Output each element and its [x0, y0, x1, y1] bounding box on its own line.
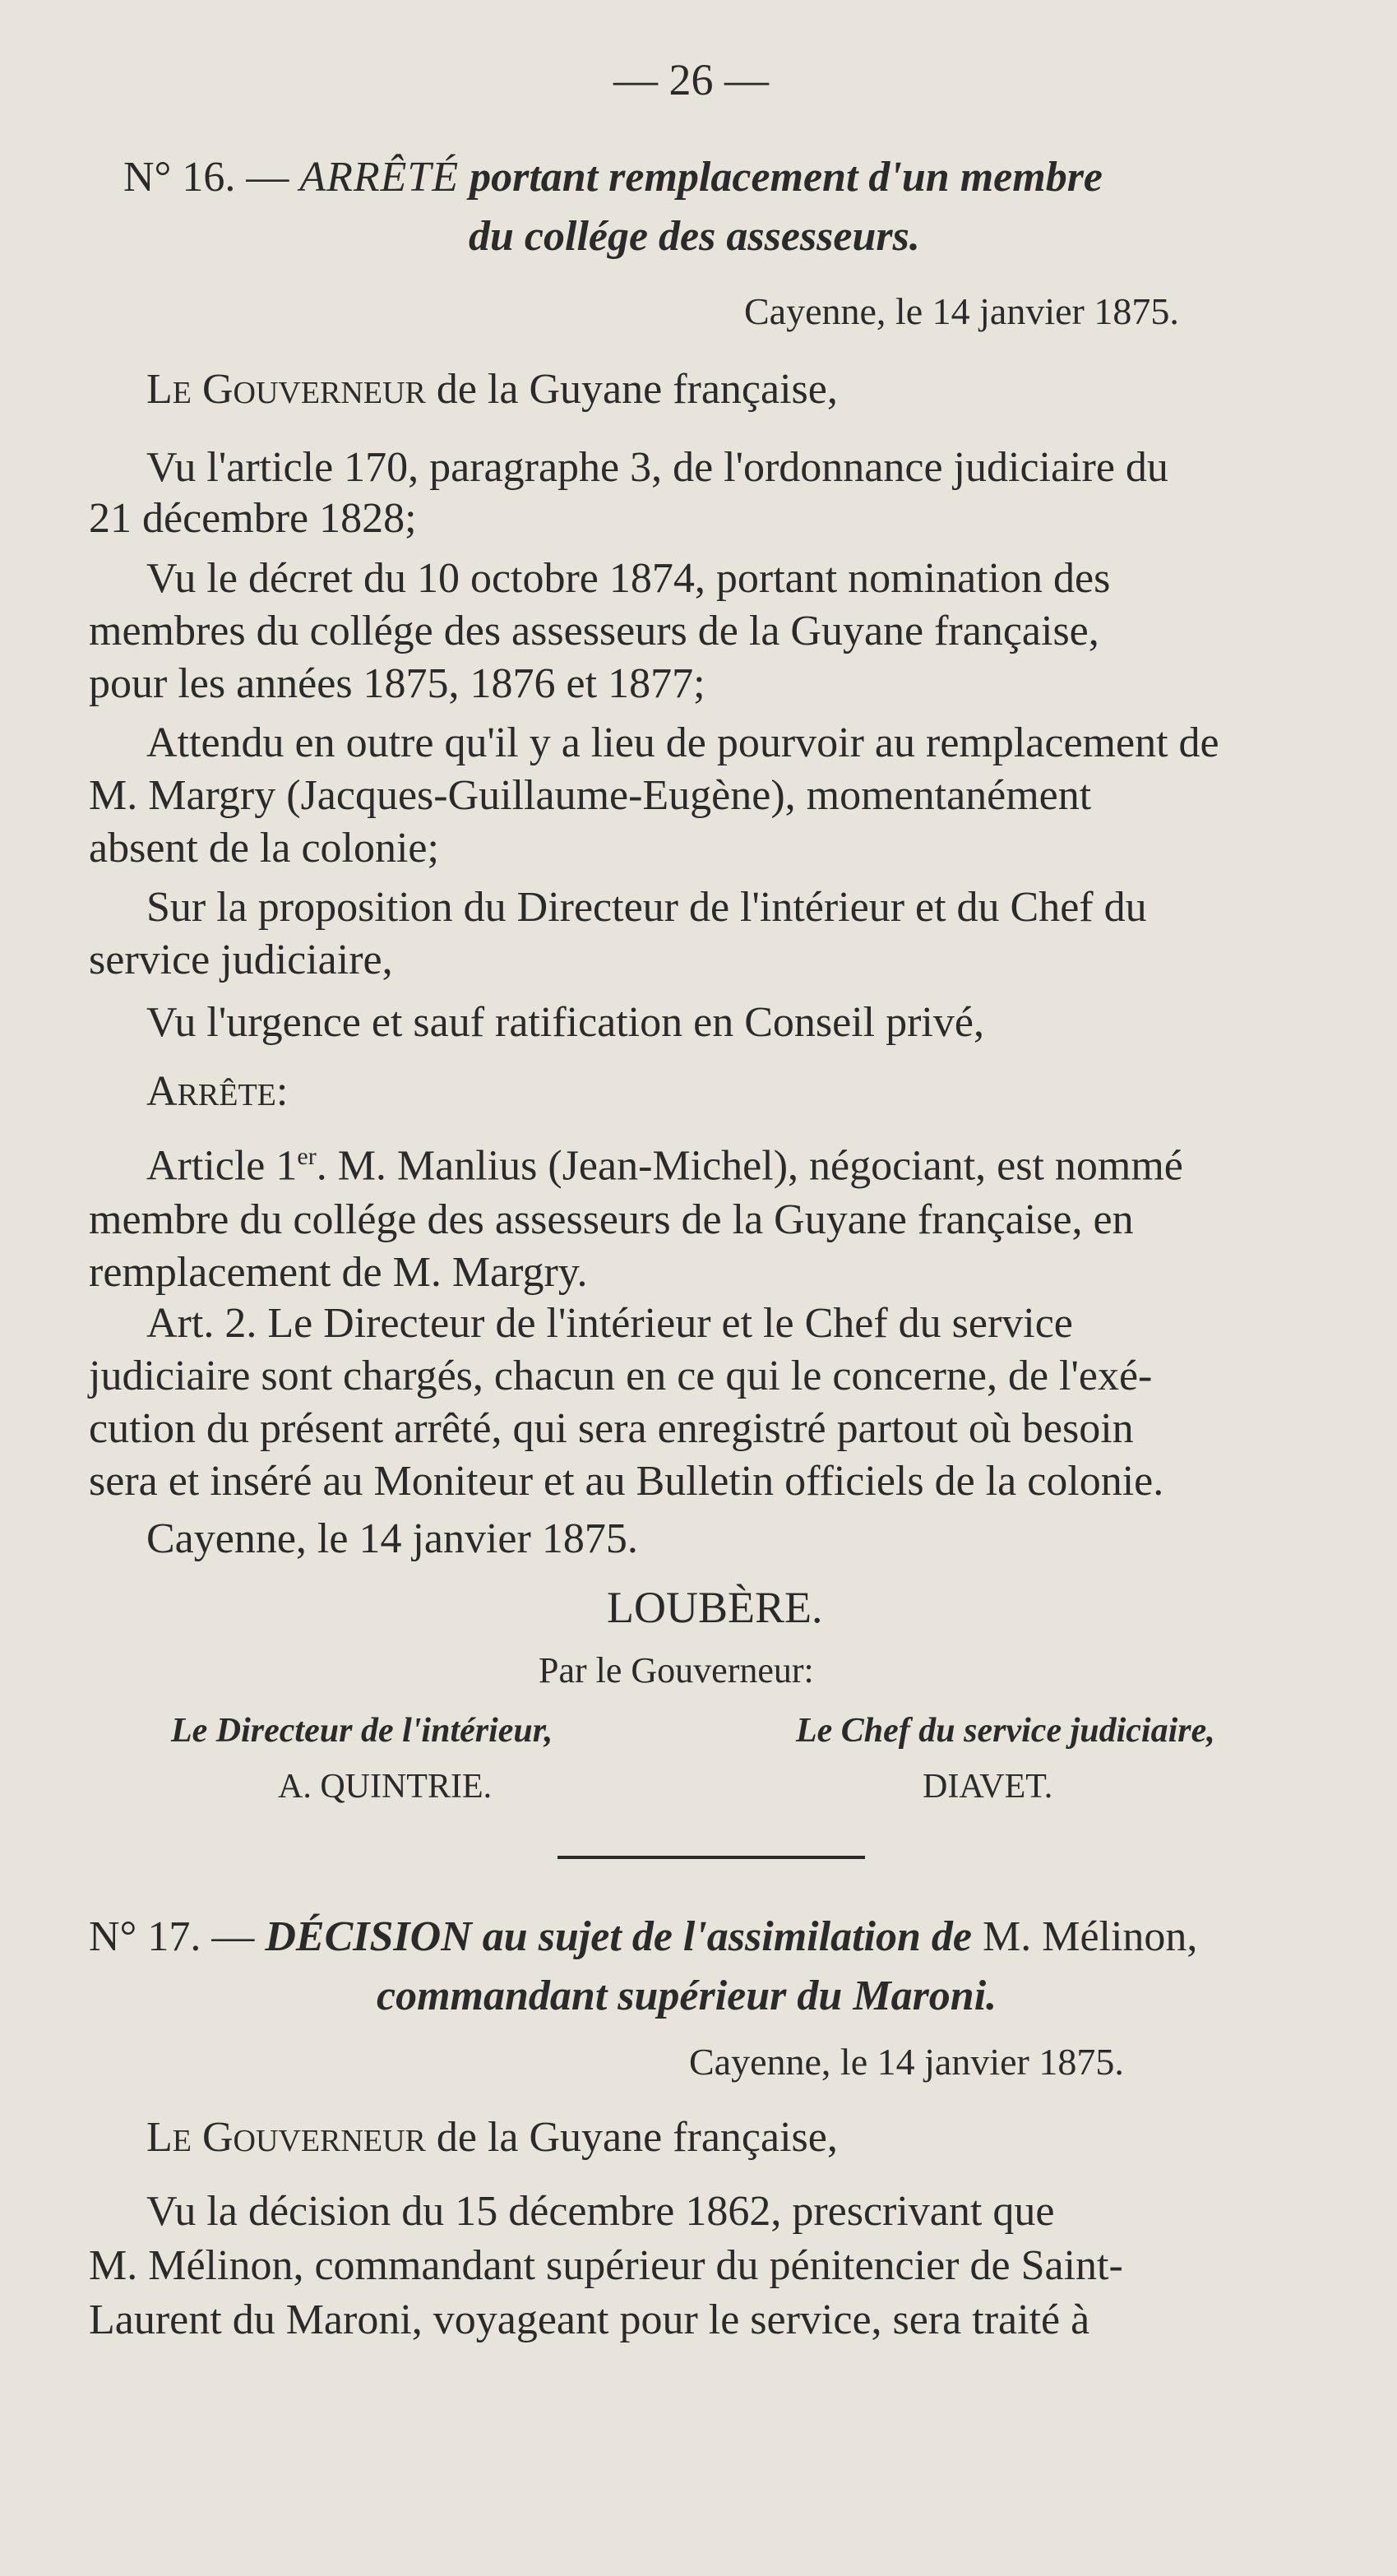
- act17-para1-line3: Laurent du Maroni, voyageant pour le service, sera traité à: [89, 2296, 1090, 2343]
- act16-article2-line2: judiciaire sont chargés, chacun en ce qui le concerne, de l'exé-: [89, 1353, 1153, 1399]
- act16-para1-line1: Vu l'article 170, paragraphe 3, de l'ordonnance judiciaire du: [146, 444, 1168, 491]
- act16-left-title: Le Directeur de l'intérieur,: [171, 1712, 553, 1750]
- act17-heading-type: DÉCISION: [265, 1913, 472, 1960]
- act16-para3-line2: M. Margry (Jacques-Guillaume-Eugène), momentanément: [89, 772, 1092, 819]
- act16-article1-line1: Article 1er. M. Manlius (Jean-Michel), négociant, est nommé: [146, 1142, 1183, 1190]
- act17-para1-line2: M. Mélinon, commandant supérieur du pénitencier de Saint-: [89, 2242, 1123, 2289]
- act17-number: N° 17. —: [89, 1913, 255, 1960]
- act16-para3-line1: Attendu en outre qu'il y a lieu de pourvoir au remplacement de: [146, 719, 1219, 766]
- act16-right-name: DIAVET.: [923, 1768, 1053, 1806]
- act16-para1-line2: 21 décembre 1828;: [89, 495, 417, 542]
- act16-heading-line2: du collége des assesseurs.: [469, 213, 920, 260]
- page-number: — 26 —: [613, 55, 769, 104]
- act17-heading-line2: commandant supérieur du Maroni.: [377, 1972, 997, 2019]
- act16-arrete: ARRÊTE:: [146, 1068, 289, 1115]
- act16-number: N° 16. —: [123, 154, 289, 201]
- act16-para4-line2: service judiciaire,: [89, 937, 393, 983]
- act17-heading: [89, 1913, 1198, 1960]
- act16-governor-line: LE GOUVERNEUR de la Guyane française,: [146, 366, 838, 413]
- act17-governor-line: LE GOUVERNEUR de la Guyane française,: [146, 2114, 838, 2161]
- act17-heading-italic: au sujet de l'assimilation de: [482, 1913, 972, 1960]
- section-divider: [557, 1856, 865, 1859]
- act16-article2-line3: cution du présent arrêté, qui sera enregistré partout où besoin: [89, 1405, 1134, 1452]
- act16-heading: [123, 156, 1103, 199]
- act16-dateline: Cayenne, le 14 janvier 1875.: [744, 290, 1179, 332]
- act16-article1-line2: membre du collége des assesseurs de la Guyane française, en: [89, 1196, 1134, 1243]
- act16-para3-line3: absent de la colonie;: [89, 825, 439, 872]
- act17-dateline: Cayenne, le 14 janvier 1875.: [689, 2041, 1124, 2083]
- act16-para4-line1: Sur la proposition du Directeur de l'intérieur et du Chef du: [146, 884, 1147, 931]
- act16-left-name: A. QUINTRIE.: [278, 1768, 493, 1806]
- act16-article2-line1: Art. 2. Le Directeur de l'intérieur et le Chef du service: [146, 1300, 1073, 1347]
- act16-para5-line1: Vu l'urgence et sauf ratification en Conseil privé,: [146, 999, 984, 1046]
- act16-heading-type: ARRÊTÉ: [299, 154, 460, 201]
- act16-para2-line1: Vu le décret du 10 octobre 1874, portant nomination des: [146, 555, 1111, 602]
- act16-article2-line4: sera et inséré au Moniteur et au Bulletin officiels de la colonie.: [89, 1458, 1164, 1505]
- act16-signer: LOUBÈRE.: [607, 1583, 823, 1632]
- act16-closing-date: Cayenne, le 14 janvier 1875.: [146, 1515, 638, 1562]
- act17-heading-rest: M. Mélinon,: [982, 1913, 1198, 1960]
- act16-article1-line3: remplacement de M. Margry.: [89, 1249, 588, 1296]
- act16-heading-rest: portant remplacement d'un membre: [470, 154, 1103, 201]
- act16-para2-line2: membres du collége des assesseurs de la Guyane française,: [89, 608, 1099, 654]
- act16-par-le-gouverneur: Par le Gouverneur:: [539, 1650, 814, 1690]
- act16-right-title: Le Chef du service judiciaire,: [796, 1712, 1215, 1750]
- act16-para2-line3: pour les années 1875, 1876 et 1877;: [89, 660, 705, 707]
- act17-para1-line1: Vu la décision du 15 décembre 1862, prescrivant que: [146, 2188, 1055, 2235]
